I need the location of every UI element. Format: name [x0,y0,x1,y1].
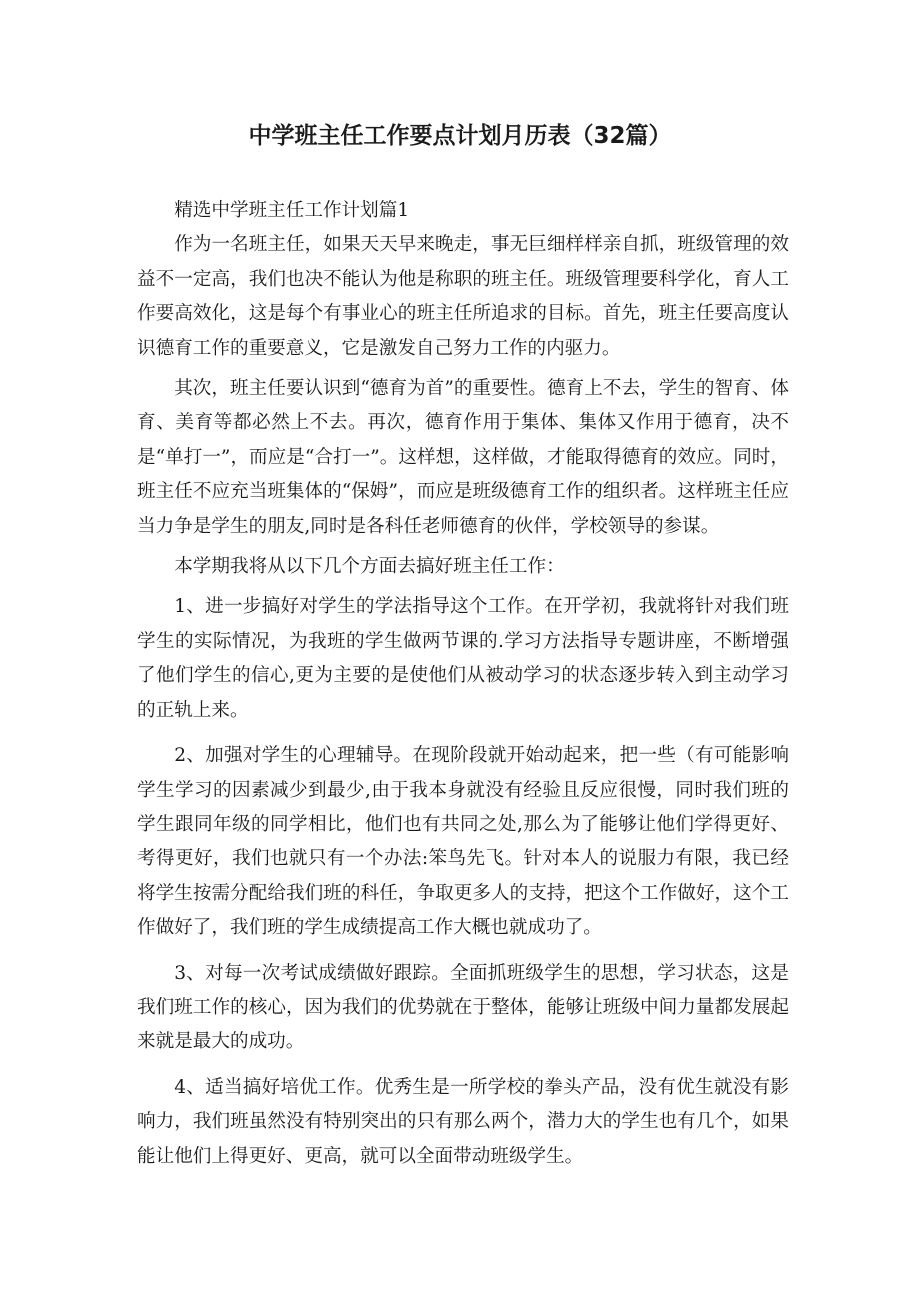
document-body [137,194,789,1174]
paragraph-item-3: 3、对每一次考试成绩做好跟踪。全面抓班级学生的思想，学习状态，这是我们班工作的核心，因为我们的优势就在于整体，能够让班级中间力量都发展起来就是最大的成功。 [137,962,789,1053]
paragraph-intro: 作为一名班主任，如果天天早来晚走，事无巨细样样亲自抓，班级管理的效益不一定高，我们也决不能认为他是称职的班主任。班级管理要科学化，育人工作要高效化，这是每个有事业心的班主任所追求的目标。首先，班主任要高度认识德育工作的重要意义，它是激发自己努力工作的内驱力。 [137,234,789,359]
paragraph-item-4: 4、适当搞好培优工作。优秀生是一所学校的拳头产品，没有优生就没有影响力，我们班虽然没有特别突出的只有那么两个，潜力大的学生也有几个，如果能让他们上得更好、更高，就可以全面带动班级学生。 [137,1076,789,1167]
paragraph-plan-intro: 本学期我将从以下几个方面去搞好班主任工作： [174,556,565,578]
paragraph-item-2: 2、加强对学生的心理辅导。在现阶段就开始动起来，把一些（有可能影响学生学习的因素减少到最少,由于我本身就没有经验且反应很慢，同时我们班的学生跟同年级的同学相比，他们也有共同之处,那么为了能够让他们学得更好、考得更好，我们也就只有一个办法:笨鸟先飞。针对本人的说服力有限，我已经将学生按需分配给我们班的科任，争取更多人的支持，把这个工作做好，这个工作做好了，我们班的学生成绩提高工作大概也就成功了。 [137,745,789,939]
section-heading: 精选中学班主任工作计划篇1 [174,200,410,221]
document-title: 中学班主任工作要点计划月历表（32篇） [248,123,672,149]
paragraph-moral-education: 其次，班主任要认识到“德育为首”的重要性。德育上不去，学生的智育、体育、美育等都必然上不去。再次，德育作用于集体、集体又作用于德育，决不是“单打一”，而应是“合打一”。这样想，这样做，才能取得德育的效应。同时，班主任不应充当班集体的“保姆”，而应是班级德育工作的组织者。这样班主任应当力争是学生的朋友,同时是各科任老师德育的伙伴，学校领导的参谋。 [137,378,789,537]
paragraph-item-1: 1、进一步搞好对学生的学法指导这个工作。在开学初，我就将针对我们班学生的实际情况，为我班的学生做两节课的.学习方法指导专题讲座，不断增强了他们学生的信心,更为主要的是使他们从被动学习的状态逐步转入到主动学习的正轨上来。 [137,596,789,721]
